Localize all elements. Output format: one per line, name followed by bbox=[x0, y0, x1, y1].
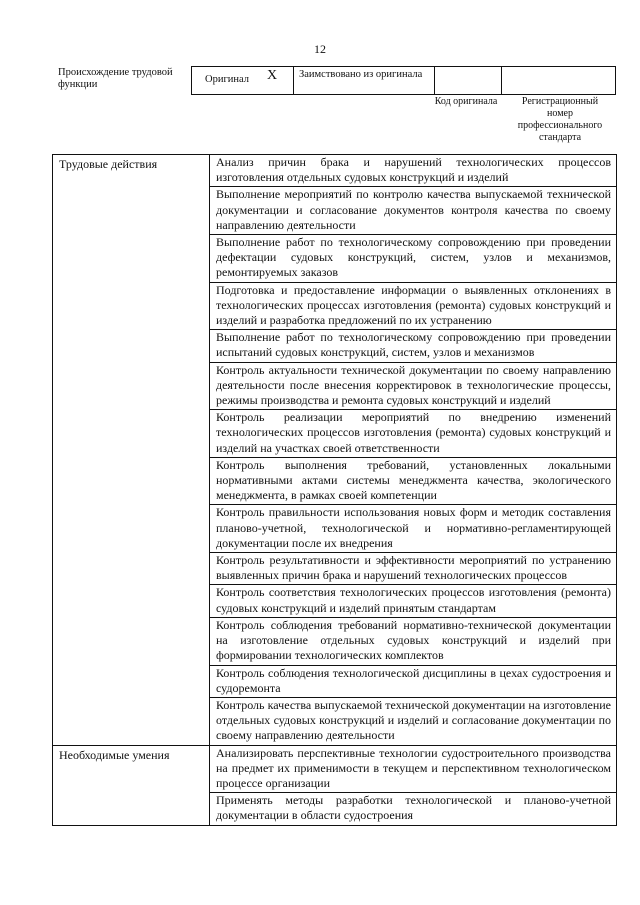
table-row bbox=[53, 155, 617, 187]
code-label: Код оригинала bbox=[434, 96, 498, 107]
row-group-label: Трудовые действия bbox=[53, 155, 210, 746]
origin-table bbox=[191, 66, 616, 95]
original-mark: X bbox=[267, 68, 278, 83]
table-cell: Выполнение мероприятий по контролю качества выпускаемой технической документации и согласование документов контроля качества по своему направлению деятельности bbox=[210, 187, 617, 235]
origin-label: Происхождение трудовой функции bbox=[58, 67, 173, 90]
reg-number-label: Регистрационный номер профессионального стандарта bbox=[517, 96, 603, 143]
code-cell bbox=[435, 67, 502, 94]
borrowed-label: Заимствовано из оригинала bbox=[299, 69, 423, 80]
page-number: 12 bbox=[314, 42, 326, 56]
table-cell: Контроль соблюдения требований нормативно-технической документации на изготовление отдельных судовых конструкций и изделий при формировании технологических комплектов bbox=[210, 617, 617, 665]
table-cell: Контроль соответствия технологических процессов изготовления (ремонта) судовых конструкций и изделий принятым стандартам bbox=[210, 585, 617, 617]
table-cell: Контроль выполнения требований, установленных локальными нормативными актами системы менеджмента качества, экологического менеджмента, в рамках своей компетенции bbox=[210, 457, 617, 505]
functions-table bbox=[52, 154, 617, 826]
table-cell: Применять методы разработки технологической и планово-учетной документации в области судостроения bbox=[210, 793, 617, 825]
table-cell: Контроль качества выпускаемой технической документации на изготовление отдельных судовых конструкций и изделий и согласование документации по своему направлению деятельности bbox=[210, 697, 617, 745]
table-cell: Подготовка и предоставление информации о выявленных отклонениях в технологических процессах изготовления (ремонта) судовых конструкций и изделий и разработка предложений по их устранению bbox=[210, 282, 617, 330]
borrowed-cell bbox=[294, 67, 435, 94]
table-cell: Контроль реализации мероприятий по внедрению изменений технологических процессов изготовления (ремонта) судовых конструкций и изделий на участках своей ответственности bbox=[210, 410, 617, 458]
table-cell: Контроль соблюдения технологической дисциплины в цехах судостроения и судоремонта bbox=[210, 665, 617, 697]
original-cell bbox=[192, 67, 294, 94]
table-cell: Выполнение работ по технологическому сопровождению при проведении испытаний судовых конструкций, систем, узлов и механизмов bbox=[210, 330, 617, 362]
original-label: Оригинал bbox=[205, 74, 249, 85]
table-row bbox=[53, 745, 617, 793]
table-cell: Анализ причин брака и нарушений технологических процессов изготовления отдельных судовых конструкций и изделий bbox=[210, 155, 617, 187]
reg-number-cell bbox=[502, 67, 615, 94]
table-cell: Выполнение работ по технологическому сопровождению при проведении дефектации судовых конструкций, систем, узлов и механизмов, ремонтируемых заказов bbox=[210, 235, 617, 283]
table-cell: Контроль правильности использования новых форм и методик составления планово-учетной, технологической и нормативно-регламентирующей документации после их внедрения bbox=[210, 505, 617, 553]
table-cell: Контроль актуальности технической документации по своему направлению деятельности после внесения корректировок в технологические процессы, режимы производства и ремонта судовых конструкций и изделий bbox=[210, 362, 617, 410]
table-cell: Контроль результативности и эффективности мероприятий по устранению выявленных причин брака и нарушений технологических процессов bbox=[210, 553, 617, 585]
row-group-label: Необходимые умения bbox=[53, 745, 210, 825]
table-cell: Анализировать перспективные технологии судостроительного производства на предмет их применимости в текущем и перспективном технологическом процессе организации bbox=[210, 745, 617, 793]
